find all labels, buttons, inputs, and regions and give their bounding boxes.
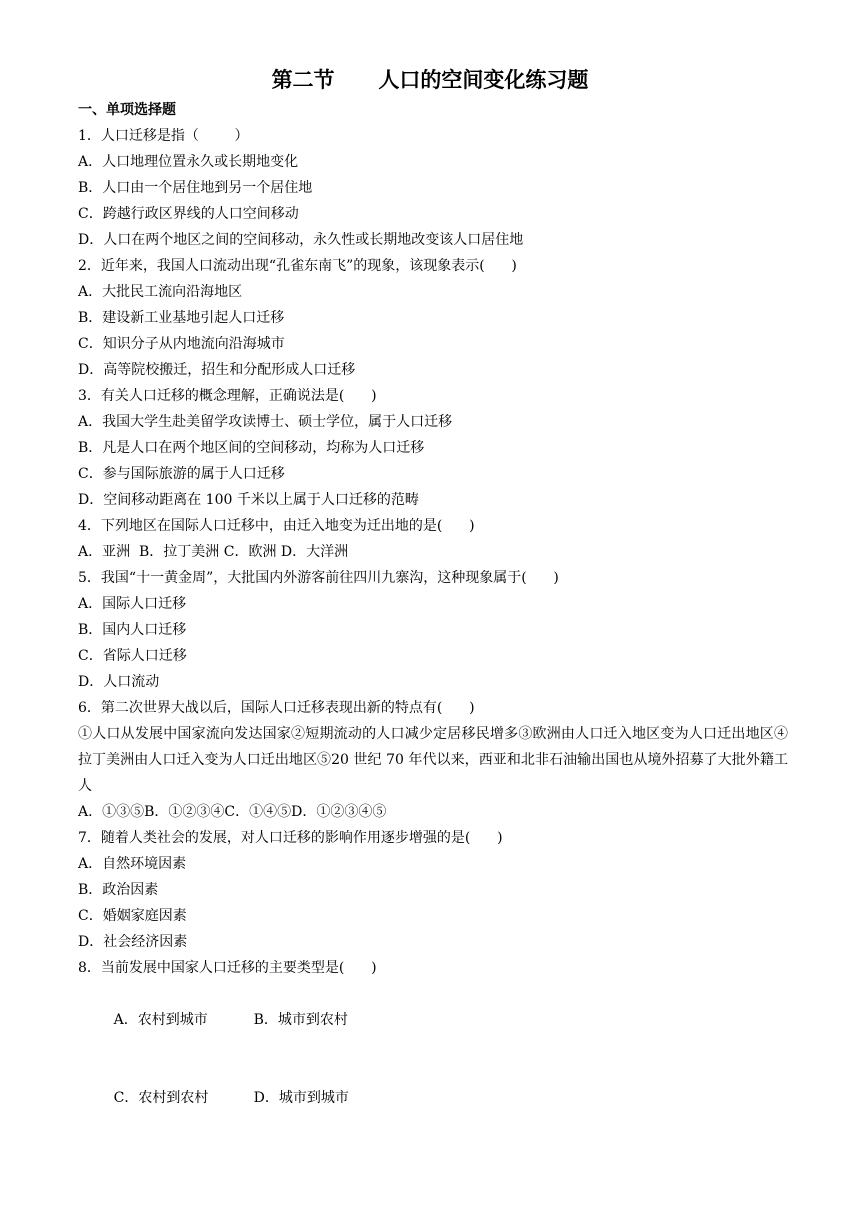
question-stem: 8．当前发展中国家人口迁移的主要类型是( )	[78, 960, 377, 976]
question-8	[78, 955, 788, 1137]
question-stem: 5．我国“十一黄金周”，大批国内外游客前往四川九寨沟，这种现象属于( )	[78, 570, 559, 586]
question-body: ①人口从发展中国家流向发达国家②短期流动的人口减少定居移民增多③欧洲由人口迁入地区变为人口迁出地区④拉丁美洲由人口迁入变为人口迁出地区⑤20 世纪 70 年代以来，西亚和北非石油输出国也从境外招募了大批外籍工人	[78, 726, 788, 794]
question-7	[78, 825, 788, 955]
option-b: B．国内人口迁移	[78, 622, 187, 638]
question-3	[78, 383, 788, 513]
option-b: B．凡是人口在两个地区间的空间移动，均称为人口迁移	[78, 440, 425, 456]
question-stem: 2．近年来，我国人口流动出现“孔雀东南飞”的现象，该现象表示( )	[78, 258, 517, 274]
option-c: C．跨越行政区界线的人口空间移动	[78, 206, 299, 222]
section-heading: 一、单项选择题	[78, 102, 176, 118]
question-6	[78, 695, 788, 825]
question-stem: 3．有关人口迁移的概念理解，正确说法是( )	[78, 388, 377, 404]
question-5	[78, 565, 788, 695]
option-c: C．知识分子从内地流向沿海城市	[78, 336, 285, 352]
options-inline: A．亚洲 B．拉丁美洲 C．欧洲 D．大洋洲	[78, 544, 349, 560]
options-inline: A．①③⑤B．①②③④C．①④⑤D．①②③④⑤	[78, 804, 387, 820]
option-a: A．我国大学生赴美留学攻读博士、硕士学位，属于人口迁移	[78, 414, 453, 430]
question-2	[78, 253, 788, 383]
option-a: A．人口地理位置永久或长期地变化	[78, 154, 299, 170]
option-d: D．高等院校搬迁，招生和分配形成人口迁移	[78, 362, 356, 378]
option-row-cd	[78, 1059, 788, 1137]
option-d: D．社会经济因素	[78, 934, 188, 950]
option-a: A．大批民工流向沿海地区	[78, 284, 243, 300]
option-row-ab	[78, 981, 788, 1059]
option-d: D．城市到城市	[253, 1090, 349, 1106]
page-title: 第二节 人口的空间变化练习题	[271, 67, 589, 92]
option-b: B．人口由一个居住地到另一个居住地	[78, 180, 313, 196]
question-stem: 6．第二次世界大战以后，国际人口迁移表现出新的特点有( )	[78, 700, 475, 716]
question-stem: 1．人口迁移是指（ ）	[78, 128, 249, 144]
option-a: A．自然环境因素	[78, 856, 187, 872]
question-stem: 7．随着人类社会的发展，对人口迁移的影响作用逐步增强的是( )	[78, 830, 503, 846]
option-d: D．空间移动距离在 100 千米以上属于人口迁移的范畴	[78, 492, 419, 508]
option-a: A．农村到城市	[113, 1012, 208, 1028]
option-c: C．农村到农村	[113, 1090, 209, 1106]
option-b: B．政治因素	[78, 882, 159, 898]
option-b: B．城市到农村	[253, 1012, 348, 1028]
question-4	[78, 513, 788, 565]
option-c: C．参与国际旅游的属于人口迁移	[78, 466, 285, 482]
question-stem: 4．下列地区在国际人口迁移中，由迁入地变为迁出地的是( )	[78, 518, 475, 534]
option-a: A．国际人口迁移	[78, 596, 187, 612]
question-1	[78, 123, 788, 253]
option-d: D．人口在两个地区之间的空间移动，永久性或长期地改变该人口居住地	[78, 232, 524, 248]
option-c: C．省际人口迁移	[78, 648, 187, 664]
option-b: B．建设新工业基地引起人口迁移	[78, 310, 285, 326]
option-c: C．婚姻家庭因素	[78, 908, 187, 924]
option-d: D．人口流动	[78, 674, 160, 690]
worksheet-content	[78, 97, 788, 1137]
